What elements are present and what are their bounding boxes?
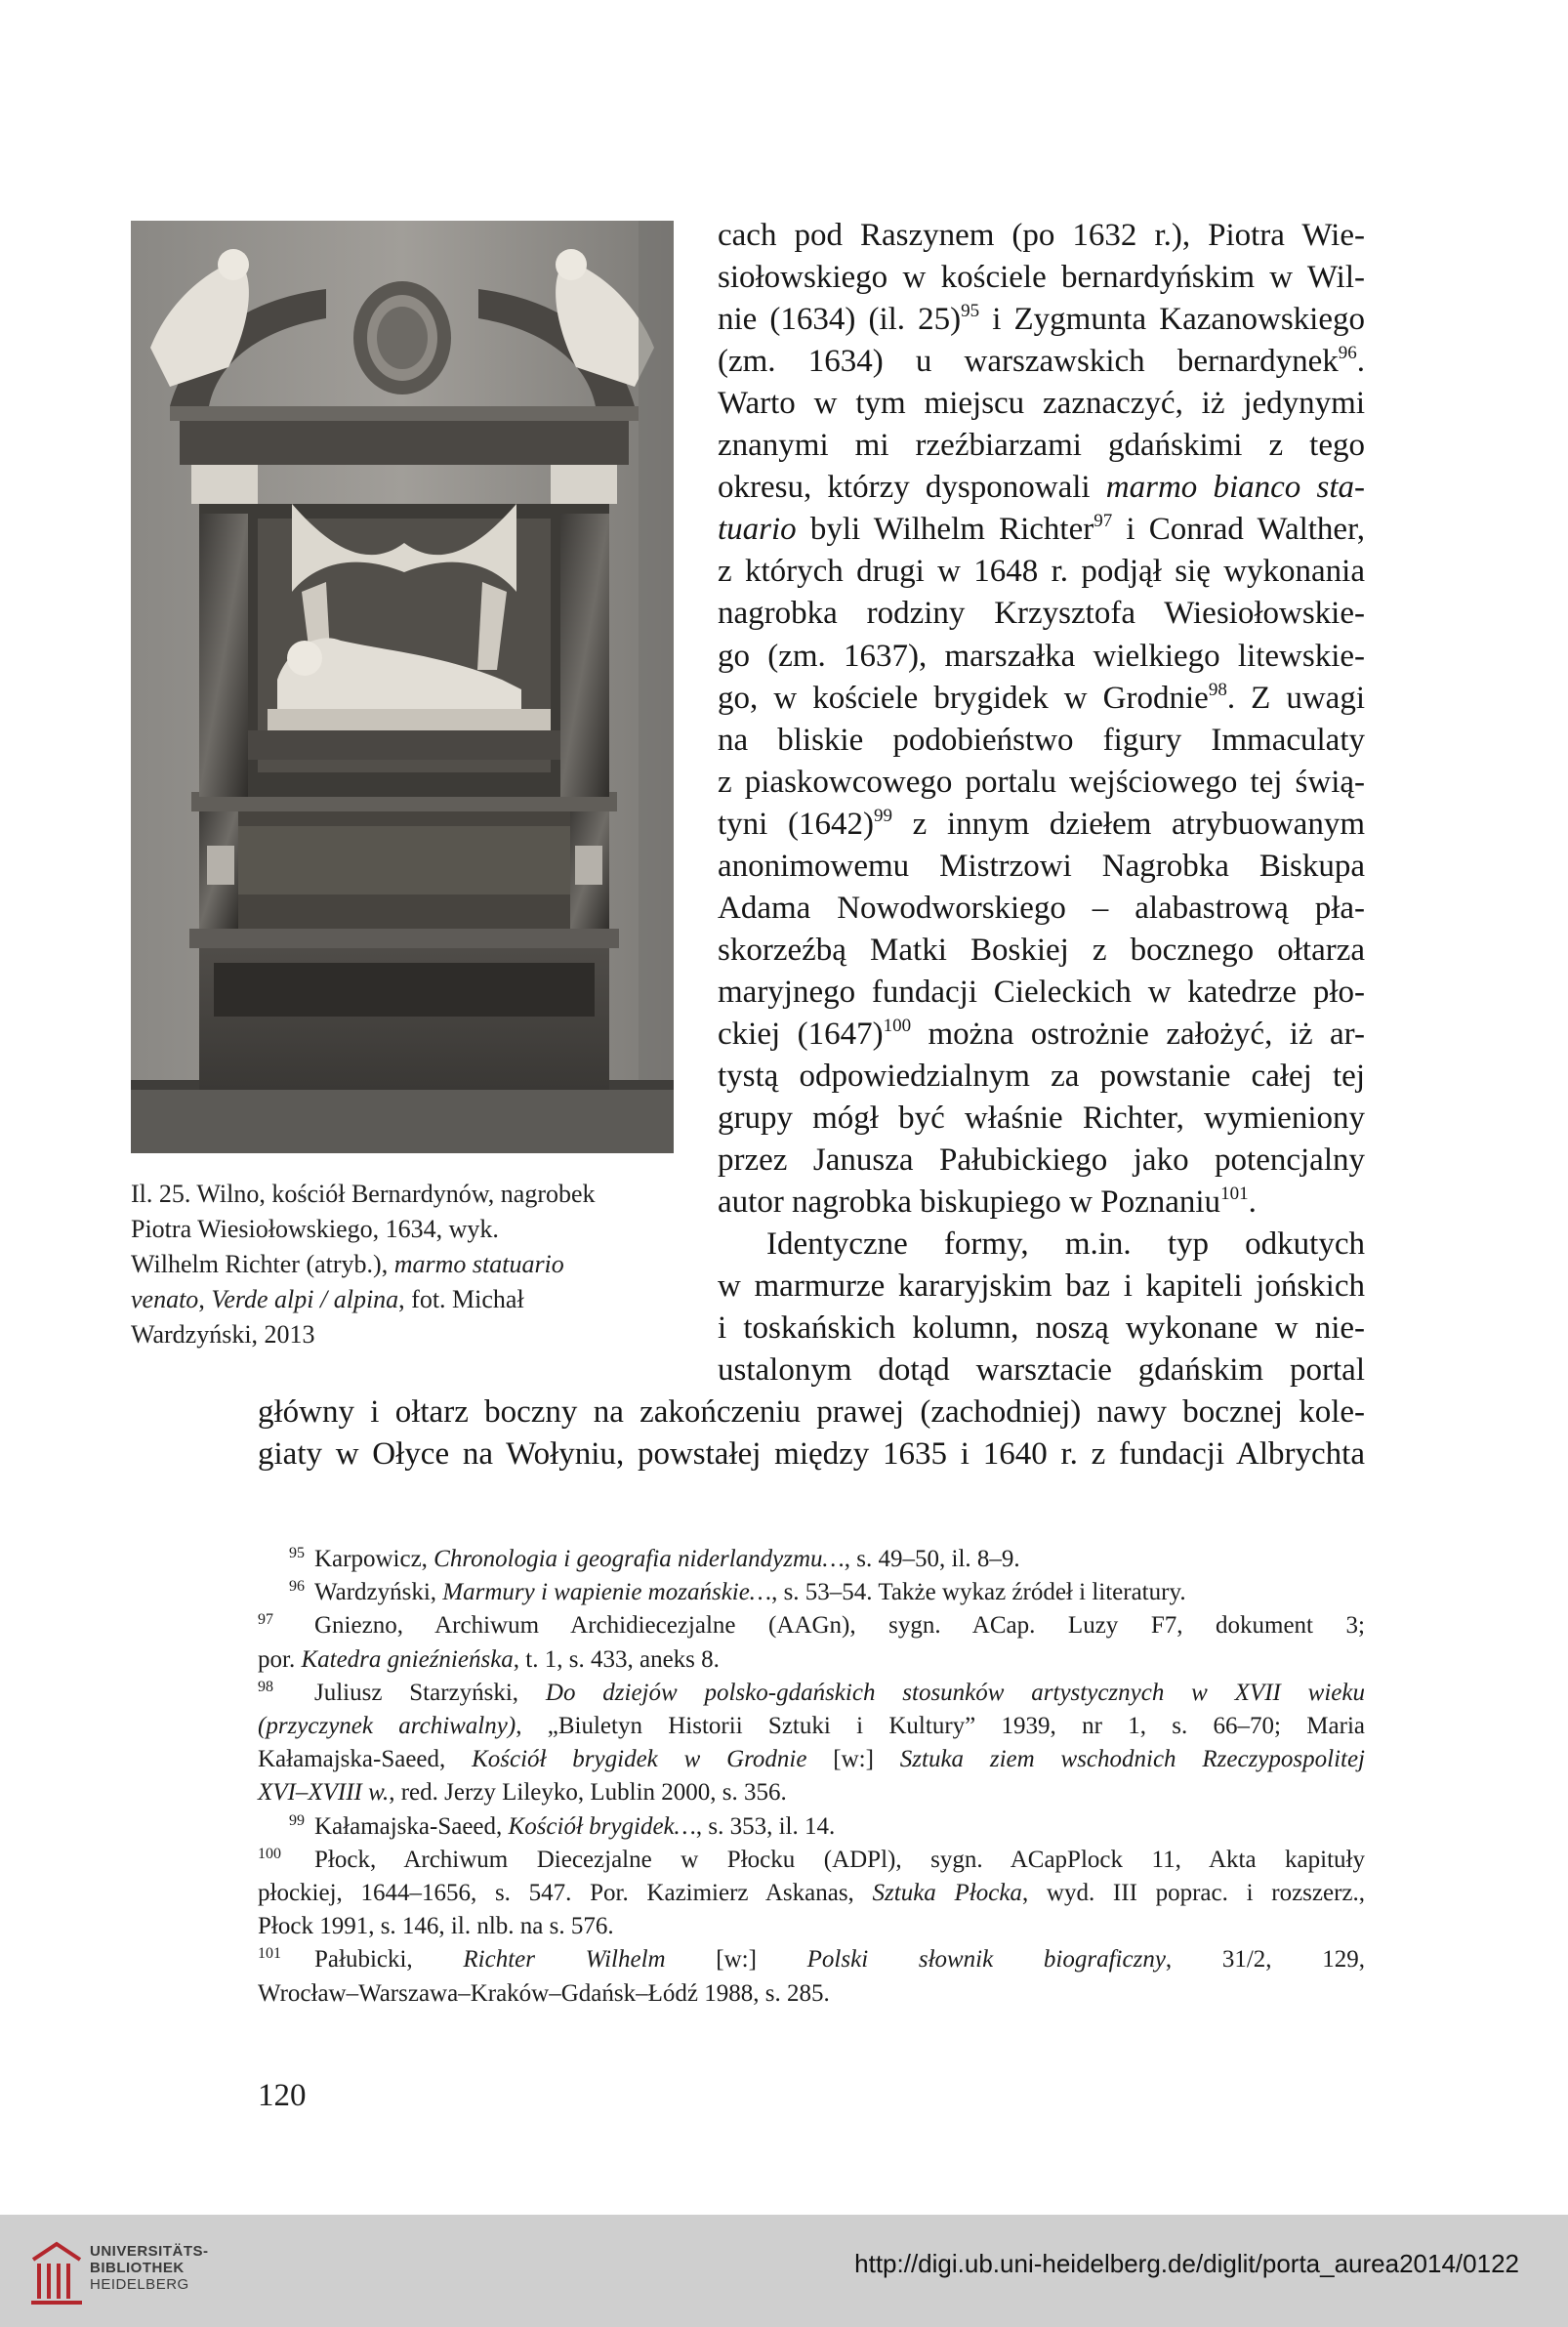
body-text-run: . xyxy=(1248,1184,1257,1221)
body-text-run: z innym dziełem atrybuowanym xyxy=(891,806,1365,842)
footnote-text-run: Gniezno, Archiwum Archidiecezjalne (AAGn), sygn. ACap. Luzy F7, dokument 3; xyxy=(314,1612,1365,1640)
caption-line xyxy=(131,1247,639,1282)
body-line: siołowskiego w kościele bernardyńskim w Wil- xyxy=(718,260,1365,296)
body-line xyxy=(718,299,1365,341)
footnote: 97 Gniezno, Archiwum Archidiecezjalne (AAGn), sygn. ACap. Luzy F7, dokument 3; xyxy=(258,1611,1365,1640)
footnote-ref[interactable]: 98 xyxy=(1208,679,1227,700)
footnote-text-run: , „Biuletyn Historii Sztuki i Kultury” 1939, nr 1, s. 66–70; Maria xyxy=(516,1713,1365,1739)
caption-italic: marmo statuario xyxy=(393,1250,564,1278)
footnote: 101 Pałubicki, Richter Wilhelm [w:] Polski słownik biograficzny, 31/2, 129, xyxy=(258,1945,1366,1974)
footnote-continuation xyxy=(258,1877,1365,1910)
caption-line: Piotra Wiesiołowskiego, 1634, wyk. xyxy=(131,1215,499,1243)
body-line: przez Janusza Pałubickiego jako potencjalny xyxy=(718,1143,1365,1179)
body-text-run: nie (1634) (il. 25) xyxy=(718,302,962,338)
footnote-text-run: Płock 1991, s. 146, il. nlb. na s. 576. xyxy=(258,1913,614,1940)
footnote-text-run: , wyd. III poprac. i rozszerz., xyxy=(1021,1880,1366,1906)
body-line: nagrobka rodziny Krzysztofa Wiesiołowskie- xyxy=(718,596,1365,632)
footnote-continuation xyxy=(258,1776,1365,1809)
footnote-text-run: por. xyxy=(258,1645,302,1673)
body-line: giaty w Ołyce na Wołyniu, powstałej między 1635 i 1640 r. z fundacji Albrychta xyxy=(258,1436,1365,1473)
footnote: 98 Juliusz Starzyński, Do dziejów polsko-gdańskich stosunków artystycznych w XVII wieku xyxy=(258,1678,1365,1706)
body-italic-run: marmo bianco sta- xyxy=(1105,470,1365,506)
body-text-run: autor nagrobka biskupiego w Poznaniu xyxy=(718,1184,1221,1221)
footnote-italic-run: (przyczynek archiwalny) xyxy=(258,1713,516,1739)
footnote-ref[interactable]: 101 xyxy=(1220,1184,1249,1205)
source-url-link[interactable]: http://digi.ub.uni-heidelberg.de/diglit/porta_aurea2014/0122 xyxy=(854,2249,1519,2278)
body-line: cach pod Raszynem (po 1632 r.), Piotra Wie- xyxy=(718,218,1365,253)
body-text-run: ckiej (1647) xyxy=(718,1016,884,1052)
body-line: maryjnego fundacji Cieleckich w katedrze pło- xyxy=(718,974,1365,1010)
footnote-continuation xyxy=(258,1910,1365,1943)
footnote: 95 Karpowicz, Chronologia i geografia niderlandyzmu…, s. 49–50, il. 8–9. xyxy=(289,1545,1020,1572)
footnote-italic-run: Kościół brygidek w Grodnie xyxy=(472,1746,807,1773)
footnote-italic-run: Marmury i wapienie mozańskie… xyxy=(442,1579,772,1606)
footnote: 99 Kałamajska-Saeed, Kościół brygidek…, s. 353, il. 14. xyxy=(289,1811,836,1840)
body-line: go (zm. 1637), marszałka wielkiego litewskie- xyxy=(718,638,1365,674)
footnote: 96 Wardzyński, Marmury i wapienie mozańskie…, s. 53–54. Także wykaz źródeł i literatury. xyxy=(289,1578,1186,1606)
caption-line: Wardzyński, 2013 xyxy=(131,1320,315,1349)
figure-caption xyxy=(131,1177,639,1352)
footnote-italic-run: Polski słownik biograficzny xyxy=(806,1946,1166,1974)
footnote-text-run: Karpowicz, xyxy=(314,1546,434,1572)
library-name-line: BIBLIOTHEK xyxy=(90,2260,185,2276)
body-line: anonimowemu Mistrzowi Nagrobka Biskupa xyxy=(718,848,1365,884)
footnote-italic-run: Chronologia i geografia niderlandyzmu… xyxy=(433,1546,845,1572)
body-text-run: (zm. 1634) u warszawskich bernardynek xyxy=(718,344,1339,380)
body-italic-run: tuario xyxy=(718,512,797,548)
footnote-italic-run: Kościół brygidek… xyxy=(508,1812,696,1840)
body-line: Identyczne formy, m.in. typ odkutych xyxy=(766,1226,1365,1263)
footnote-text-run: Kałamajska-Saeed, xyxy=(258,1746,473,1773)
footnote-text-run: , s. 353, il. 14. xyxy=(695,1812,836,1840)
body-text-run: tyni (1642) xyxy=(718,806,874,842)
footnote-italic-run: XVI–XVIII w. xyxy=(258,1779,390,1807)
footnote-continuation xyxy=(258,1743,1365,1776)
body-line: w marmurze kararyjskim baz i kapiteli jońskich xyxy=(718,1268,1365,1305)
footnote-text-run: Wardzyński, xyxy=(314,1579,443,1606)
body-text-run: . xyxy=(1356,344,1365,380)
footnote-italic-run: Richter Wilhelm xyxy=(463,1946,666,1974)
body-line: znanymi mi rzeźbiarzami gdańskimi z tego xyxy=(718,428,1365,464)
body-text-run: byli Wilhelm Richter xyxy=(796,512,1094,548)
footnote-italic-run: Sztuka Płocka xyxy=(872,1880,1022,1906)
caption-italic: Verde alpi / alpina xyxy=(211,1285,399,1313)
caption-text: , xyxy=(198,1285,212,1313)
caption-line xyxy=(131,1282,639,1317)
library-name-line: HEIDELBERG xyxy=(90,2276,189,2293)
footnote-ref[interactable]: 97 xyxy=(1093,511,1113,532)
footnote-continuation xyxy=(258,1710,1365,1743)
body-line xyxy=(718,678,1365,720)
body-text-run: można ostrożnie założyć, iż ar- xyxy=(911,1016,1366,1052)
body-line: główny i ołtarz boczny na zakończeniu prawej (zachodniej) nawy bocznej kole- xyxy=(258,1394,1365,1431)
caption-line: Il. 25. Wilno, kościół Bernardynów, nagrobek xyxy=(131,1180,596,1208)
body-line: Adama Nowodworskiego – alabastrową pła- xyxy=(718,890,1365,926)
library-logo-icon xyxy=(27,2230,86,2306)
footnote: 100 Płock, Archiwum Diecezjalne w Płocku (ADPl), sygn. ACapPlock 11, Akta kapituły xyxy=(258,1845,1365,1873)
caption-text: Wilhelm Richter (atryb.), xyxy=(131,1250,394,1278)
body-text-run: i Zygmunta Kazanowskiego xyxy=(979,302,1365,338)
body-line: skorzeźbą Matki Boskiej z bocznego ołtarza xyxy=(718,932,1365,968)
footnote-text-run: [w:] xyxy=(665,1946,807,1974)
body-line xyxy=(718,804,1365,846)
footnote-text-run: Pałubicki, xyxy=(314,1946,464,1974)
caption-text: , fot. Michał xyxy=(398,1285,524,1313)
footnote-italic-run: Do dziejów polsko-gdańskich stosunków artystycznych w XVII wieku xyxy=(545,1679,1365,1706)
footnote-ref[interactable]: 99 xyxy=(873,805,892,826)
footnote-italic-run: Katedra gnieźnieńska xyxy=(301,1645,514,1673)
footnote-ref[interactable]: 95 xyxy=(961,301,980,322)
library-name xyxy=(90,2243,209,2293)
tomb-photograph xyxy=(131,221,674,1153)
footnote-text-run: Kałamajska-Saeed, xyxy=(314,1812,509,1840)
footnote-continuation xyxy=(258,1643,1365,1677)
body-line: z piaskowcowego portalu wejściowego tej świą- xyxy=(718,764,1365,800)
footnote-text-run: , red. Jerzy Lileyko, Lublin 2000, s. 356. xyxy=(389,1779,787,1807)
library-name-line: UNIVERSITÄTS- xyxy=(90,2243,209,2260)
body-text-run: okresu, którzy dysponowali xyxy=(718,470,1106,506)
footnote-text-run: Juliusz Starzyński, xyxy=(314,1679,546,1706)
footnote-text-run: , s. 49–50, il. 8–9. xyxy=(844,1546,1020,1572)
page-number: 120 xyxy=(258,2078,307,2113)
body-line xyxy=(718,467,1365,509)
footnote-text-run: [w:] xyxy=(806,1746,900,1773)
footnote-text-run: , t. 1, s. 433, aneks 8. xyxy=(513,1645,720,1673)
body-line xyxy=(718,341,1365,383)
footnote-text-run: , s. 53–54. Także wykaz źródeł i literatury. xyxy=(771,1579,1186,1606)
body-line: Warto w tym miejscu zaznaczyć, iż jedynymi xyxy=(718,386,1365,422)
body-line xyxy=(718,1182,1365,1224)
footnote-italic-run: Sztuka ziem wschodnich Rzeczypospolitej xyxy=(899,1746,1365,1773)
body-line: i toskańskich kolumn, noszą wykonane w nie- xyxy=(718,1310,1365,1347)
footnote-continuation xyxy=(258,1977,1365,2011)
body-line: tystą odpowiedzialnym za powstanie całej tej xyxy=(718,1059,1365,1094)
body-line: na bliskie podobieństwo figury Immaculaty xyxy=(718,722,1365,758)
footnote-text-run: płockiej, 1644–1656, s. 547. Por. Kazimierz Askanas, xyxy=(258,1880,873,1906)
footnote-text-run: Płock, Archiwum Diecezjalne w Płocku (ADPl), sygn. ACapPlock 11, Akta kapituły xyxy=(314,1846,1365,1873)
footnote-ref[interactable]: 100 xyxy=(883,1015,912,1036)
body-line xyxy=(718,1014,1365,1056)
body-text-run: . Z uwagi xyxy=(1226,680,1365,716)
footnote-text-run: , 31/2, 129, xyxy=(1165,1946,1366,1974)
body-text-run: i Conrad Walther, xyxy=(1112,512,1365,548)
body-text-run: go, w kościele brygidek w Grodnie xyxy=(718,680,1209,716)
body-line: z których drugi w 1648 r. podjął się wykonania xyxy=(718,554,1365,590)
footnote-text-run: Wrocław–Warszawa–Kraków–Gdańsk–Łódź 1988, s. 285. xyxy=(258,1979,830,2007)
body-line: ustalonym dotąd warsztacie gdańskim portal xyxy=(718,1352,1365,1389)
caption-italic: venato xyxy=(131,1285,199,1313)
footnote-ref[interactable]: 96 xyxy=(1338,343,1357,364)
body-line xyxy=(718,509,1365,551)
body-line: grupy mógł być właśnie Richter, wymieniony xyxy=(718,1101,1365,1137)
